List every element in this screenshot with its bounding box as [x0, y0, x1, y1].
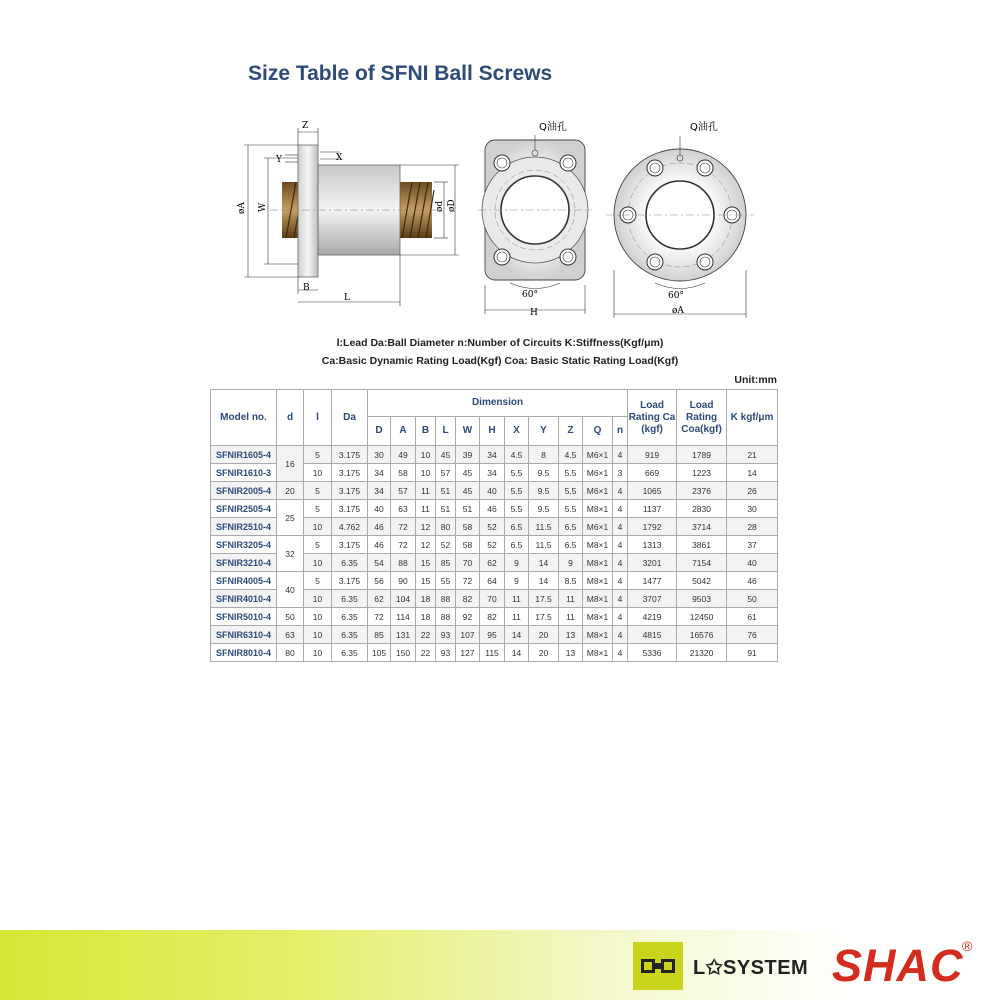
- header-l: l: [304, 390, 332, 446]
- ca-cell: 1137: [628, 500, 677, 518]
- dim-a-label-2: øA: [672, 306, 684, 316]
- dim-cell: 14: [529, 572, 559, 590]
- k-cell: 26: [727, 482, 778, 500]
- da-cell: 6.35: [332, 554, 368, 572]
- dim-cell: 9: [505, 572, 529, 590]
- dim-cell: 15: [416, 554, 436, 572]
- dim-cell: M8×1: [583, 590, 613, 608]
- dim-cell: 93: [436, 626, 456, 644]
- header-dim-q: Q: [583, 417, 613, 446]
- dim-l-label: L: [344, 293, 350, 303]
- dim-cell: 10: [416, 446, 436, 464]
- dim-cell: 5.5: [559, 500, 583, 518]
- dim-cell: 11: [416, 500, 436, 518]
- lead-cell: 5: [304, 500, 332, 518]
- da-cell: 3.175: [332, 464, 368, 482]
- dim-cell: 107: [456, 626, 480, 644]
- dim-cell: 88: [436, 608, 456, 626]
- ca-cell: 4815: [628, 626, 677, 644]
- dim-cell: 6.5: [559, 518, 583, 536]
- da-cell: 4.762: [332, 518, 368, 536]
- legend-line-1: l:Lead Da:Ball Diameter n:Number of Circuits K:Stiffness(Kgf/μm): [336, 337, 664, 349]
- model-cell: SFNIR4005-4: [211, 572, 277, 590]
- dim-cell: 72: [391, 536, 416, 554]
- dim-cell: 11: [416, 482, 436, 500]
- coa-cell: 7154: [677, 554, 727, 572]
- dim-cell: 58: [456, 518, 480, 536]
- coa-cell: 3861: [677, 536, 727, 554]
- dim-cell: 105: [368, 644, 391, 662]
- model-cell: SFNIR3210-4: [211, 554, 277, 572]
- dim-cell: 95: [480, 626, 505, 644]
- dim-cell: 45: [456, 464, 480, 482]
- dim-cell: 4: [613, 518, 628, 536]
- da-cell: 3.175: [332, 572, 368, 590]
- table-row: [211, 572, 778, 590]
- lead-cell: 5: [304, 536, 332, 554]
- dim-cell: 4: [613, 608, 628, 626]
- dim-cell: 64: [480, 572, 505, 590]
- dim-cell: 39: [456, 446, 480, 464]
- shac-logo: SHAC: [832, 940, 964, 991]
- dim-cell: 34: [480, 446, 505, 464]
- header-dim-w: W: [456, 417, 480, 446]
- da-cell: 3.175: [332, 500, 368, 518]
- dim-cell: 54: [368, 554, 391, 572]
- da-cell: 6.35: [332, 626, 368, 644]
- da-cell: 3.175: [332, 446, 368, 464]
- ca-cell: 4219: [628, 608, 677, 626]
- header-dim-n: n: [613, 417, 628, 446]
- header-dim-a: A: [391, 417, 416, 446]
- model-cell: SFNIR8010-4: [211, 644, 277, 662]
- dim-cell: 10: [416, 464, 436, 482]
- d-cell: 80: [277, 644, 304, 662]
- coa-cell: 21320: [677, 644, 727, 662]
- ca-cell: 3201: [628, 554, 677, 572]
- coa-cell: 3714: [677, 518, 727, 536]
- dim-cell: 150: [391, 644, 416, 662]
- model-cell: SFNIR1605-4: [211, 446, 277, 464]
- ca-cell: 5336: [628, 644, 677, 662]
- dim-cell: 14: [505, 626, 529, 644]
- dim-cell: 57: [436, 464, 456, 482]
- dim-cell: 12: [416, 536, 436, 554]
- dim-cell: 51: [436, 500, 456, 518]
- dim-cell: 131: [391, 626, 416, 644]
- dim-cell: 11: [505, 590, 529, 608]
- da-cell: 6.35: [332, 590, 368, 608]
- ball-screw-drawing: [0, 110, 1000, 330]
- registered-mark: ®: [962, 938, 973, 954]
- d-cell: 20: [277, 482, 304, 500]
- lead-cell: 10: [304, 626, 332, 644]
- k-cell: 91: [727, 644, 778, 662]
- d-cell: 16: [277, 446, 304, 482]
- model-cell: SFNIR1610-3: [211, 464, 277, 482]
- dim-cell: 5.5: [505, 464, 529, 482]
- k-cell: 28: [727, 518, 778, 536]
- dim-cell: 58: [391, 464, 416, 482]
- dim-cell: 85: [368, 626, 391, 644]
- header-dim-l: L: [436, 417, 456, 446]
- dim-cell: 115: [480, 644, 505, 662]
- dim-cell: 20: [529, 626, 559, 644]
- dim-cell: 52: [480, 536, 505, 554]
- side-view: [237, 121, 459, 306]
- dim-cell: 58: [456, 536, 480, 554]
- oil-hole-label-2: Q油孔: [690, 122, 718, 133]
- lead-cell: 5: [304, 482, 332, 500]
- table-row: [211, 644, 778, 662]
- model-cell: SFNIR2510-4: [211, 518, 277, 536]
- k-cell: 30: [727, 500, 778, 518]
- nut-flange: [298, 145, 318, 277]
- model-cell: SFNIR5010-4: [211, 608, 277, 626]
- dim-cell: 55: [436, 572, 456, 590]
- dim-cell: 4: [613, 554, 628, 572]
- dim-cell: 8.5: [559, 572, 583, 590]
- dim-cell: 72: [456, 572, 480, 590]
- dim-cell: 4: [613, 626, 628, 644]
- dim-cell: 70: [456, 554, 480, 572]
- header-model: Model no.: [211, 390, 277, 446]
- front-view-round: [606, 120, 754, 318]
- dim-cell: 6.5: [505, 518, 529, 536]
- coa-cell: 1789: [677, 446, 727, 464]
- dim-cell: 22: [416, 644, 436, 662]
- lead-cell: 10: [304, 608, 332, 626]
- dim-cell: 11.5: [529, 536, 559, 554]
- k-cell: 37: [727, 536, 778, 554]
- dim-cell: 5.5: [559, 482, 583, 500]
- dim-cell: 57: [391, 482, 416, 500]
- dim-cell: M6×1: [583, 446, 613, 464]
- dim-cell: 82: [480, 608, 505, 626]
- oil-hole-label: Q油孔: [539, 122, 567, 133]
- dim-cell: 6.5: [505, 536, 529, 554]
- header-d: d: [277, 390, 304, 446]
- dim-cell: 104: [391, 590, 416, 608]
- dim-cell: 72: [368, 608, 391, 626]
- dim-cell: 52: [436, 536, 456, 554]
- dim-cell: M8×1: [583, 536, 613, 554]
- dim-cell: 13: [559, 626, 583, 644]
- angle-label: 60°: [522, 290, 538, 300]
- header-da: Da: [332, 390, 368, 446]
- coa-cell: 2830: [677, 500, 727, 518]
- dim-cell: 46: [480, 500, 505, 518]
- dim-cell: 70: [480, 590, 505, 608]
- dim-cell: 90: [391, 572, 416, 590]
- coa-cell: 9503: [677, 590, 727, 608]
- dim-cell: M6×1: [583, 464, 613, 482]
- dim-cell: 9: [505, 554, 529, 572]
- dim-cell: 9.5: [529, 500, 559, 518]
- dim-cell: 49: [391, 446, 416, 464]
- model-cell: SFNIR2505-4: [211, 500, 277, 518]
- dim-cell: 45: [456, 482, 480, 500]
- coa-cell: 16576: [677, 626, 727, 644]
- header-dim-b: B: [416, 417, 436, 446]
- dim-cell: 114: [391, 608, 416, 626]
- ca-cell: 1065: [628, 482, 677, 500]
- dim-cell: 88: [391, 554, 416, 572]
- da-cell: 6.35: [332, 608, 368, 626]
- model-cell: SFNIR2005-4: [211, 482, 277, 500]
- k-cell: 14: [727, 464, 778, 482]
- front-view-cut: [478, 120, 592, 318]
- size-table: [210, 389, 778, 662]
- dim-cell: 17.5: [529, 608, 559, 626]
- k-cell: 40: [727, 554, 778, 572]
- dim-cell: 30: [368, 446, 391, 464]
- lead-cell: 5: [304, 446, 332, 464]
- dim-cell: 5.5: [559, 464, 583, 482]
- header-k: K kgf/μm: [727, 390, 778, 446]
- dim-z-label: Z: [302, 121, 309, 131]
- dim-cell: 92: [456, 608, 480, 626]
- ca-cell: 919: [628, 446, 677, 464]
- model-cell: SFNIR6310-4: [211, 626, 277, 644]
- header-dim-h: H: [480, 417, 505, 446]
- dim-cell: 4: [613, 572, 628, 590]
- dim-cell: M8×1: [583, 572, 613, 590]
- header-load-ca: Load Rating Ca (kgf): [628, 390, 677, 446]
- dim-cell: 34: [368, 482, 391, 500]
- dim-b-label: B: [303, 283, 310, 293]
- lead-cell: 10: [304, 644, 332, 662]
- dim-y-label: Y: [276, 155, 282, 165]
- header-dim-z: Z: [559, 417, 583, 446]
- dim-cell: 80: [436, 518, 456, 536]
- dim-cell: 51: [456, 500, 480, 518]
- ca-cell: 1313: [628, 536, 677, 554]
- unit-label: Unit:mm: [734, 374, 777, 386]
- dim-h-label: H: [530, 308, 538, 318]
- k-cell: 61: [727, 608, 778, 626]
- dim-cell: M8×1: [583, 500, 613, 518]
- dim-cell: 17.5: [529, 590, 559, 608]
- dim-cell: 34: [480, 464, 505, 482]
- dim-cell: 82: [456, 590, 480, 608]
- lead-cell: 10: [304, 554, 332, 572]
- k-cell: 46: [727, 572, 778, 590]
- dim-cell: 3: [613, 464, 628, 482]
- d-cell: 32: [277, 536, 304, 572]
- dim-cell: 14: [529, 554, 559, 572]
- d-cell: 25: [277, 500, 304, 536]
- dim-cell: 88: [436, 590, 456, 608]
- dim-x-label: X: [336, 153, 343, 163]
- dim-cell: M8×1: [583, 626, 613, 644]
- k-cell: 76: [727, 626, 778, 644]
- dim-cell: 40: [480, 482, 505, 500]
- dim-cell: 18: [416, 590, 436, 608]
- lsystem-logo-text: L✩SYSTEM: [693, 957, 809, 979]
- coa-cell: 5042: [677, 572, 727, 590]
- dim-cell: 11: [505, 608, 529, 626]
- header-load-coa: Load Rating Coa(kgf): [677, 390, 727, 446]
- dim-cell: 4: [613, 590, 628, 608]
- lead-cell: 5: [304, 572, 332, 590]
- dim-cell: 20: [529, 644, 559, 662]
- da-cell: 6.35: [332, 644, 368, 662]
- dim-cell: M8×1: [583, 608, 613, 626]
- ca-cell: 1792: [628, 518, 677, 536]
- table-row: [211, 536, 778, 554]
- dim-cell: M8×1: [583, 644, 613, 662]
- dim-cell: 15: [416, 572, 436, 590]
- lead-cell: 10: [304, 590, 332, 608]
- dim-cell: 85: [436, 554, 456, 572]
- dim-cell: 12: [416, 518, 436, 536]
- lsystem-logo-icon: [633, 942, 683, 990]
- dim-cell: 22: [416, 626, 436, 644]
- dim-cell: 62: [368, 590, 391, 608]
- model-cell: SFNIR4010-4: [211, 590, 277, 608]
- dim-cell: 45: [436, 446, 456, 464]
- d-cell: 63: [277, 626, 304, 644]
- dim-cell: 127: [456, 644, 480, 662]
- dim-cell: 9.5: [529, 482, 559, 500]
- dim-cell: 4: [613, 500, 628, 518]
- da-cell: 3.175: [332, 536, 368, 554]
- table-body: [211, 446, 778, 662]
- d-cell: 50: [277, 608, 304, 626]
- dim-cell: 52: [480, 518, 505, 536]
- dim-cell: 34: [368, 464, 391, 482]
- dim-cell: M8×1: [583, 554, 613, 572]
- legend-line-2: Ca:Basic Dynamic Rating Load(Kgf) Coa: Basic Static Rating Load(Kgf): [321, 355, 679, 367]
- da-cell: 3.175: [332, 482, 368, 500]
- dim-cell: 72: [391, 518, 416, 536]
- dim-cell: 14: [505, 644, 529, 662]
- dim-cell: M6×1: [583, 518, 613, 536]
- dim-cell: 63: [391, 500, 416, 518]
- dim-cell: 62: [480, 554, 505, 572]
- table-row: [211, 482, 778, 500]
- dim-cell: 46: [368, 518, 391, 536]
- lead-cell: 10: [304, 518, 332, 536]
- model-cell: SFNIR3205-4: [211, 536, 277, 554]
- dim-cell: 9.5: [529, 464, 559, 482]
- dim-cell: 9: [559, 554, 583, 572]
- table-row: [211, 626, 778, 644]
- table-row: [211, 608, 778, 626]
- dim-cell: 4: [613, 644, 628, 662]
- dim-cell: 4: [613, 482, 628, 500]
- dim-w-label: W: [258, 202, 268, 212]
- d-cell: 40: [277, 572, 304, 608]
- k-cell: 50: [727, 590, 778, 608]
- dim-cell: 6.5: [559, 536, 583, 554]
- header-dim-x: X: [505, 417, 529, 446]
- table-row: [211, 500, 778, 518]
- table-row: [211, 446, 778, 464]
- dim-cell: 4.5: [559, 446, 583, 464]
- dim-cell: 11: [559, 590, 583, 608]
- dim-cell: 4.5: [505, 446, 529, 464]
- k-cell: 21: [727, 446, 778, 464]
- dim-cell: 56: [368, 572, 391, 590]
- angle-label-2: 60°: [668, 291, 684, 301]
- header-dim-y: Y: [529, 417, 559, 446]
- dim-cell: 93: [436, 644, 456, 662]
- dim-cell: 11.5: [529, 518, 559, 536]
- dim-cell: 8: [529, 446, 559, 464]
- dim-cell: 5.5: [505, 500, 529, 518]
- dim-d-label: ød: [435, 200, 445, 212]
- coa-cell: 2376: [677, 482, 727, 500]
- header-dimension: Dimension: [368, 390, 628, 417]
- dim-cell: 40: [368, 500, 391, 518]
- coa-cell: 1223: [677, 464, 727, 482]
- ca-cell: 669: [628, 464, 677, 482]
- dim-cell: 4: [613, 446, 628, 464]
- ca-cell: 3707: [628, 590, 677, 608]
- dim-cell: 11: [559, 608, 583, 626]
- dim-cell: 18: [416, 608, 436, 626]
- dim-bigd-label: øD: [447, 199, 457, 212]
- dim-cell: 51: [436, 482, 456, 500]
- page-title: Size Table of SFNI Ball Screws: [248, 62, 553, 85]
- dim-a-label: øA: [237, 202, 247, 214]
- ca-cell: 1477: [628, 572, 677, 590]
- dim-cell: 46: [368, 536, 391, 554]
- header-dim-d: D: [368, 417, 391, 446]
- dim-cell: 13: [559, 644, 583, 662]
- coa-cell: 12450: [677, 608, 727, 626]
- dim-cell: M6×1: [583, 482, 613, 500]
- dim-cell: 5.5: [505, 482, 529, 500]
- lead-cell: 10: [304, 464, 332, 482]
- dim-cell: 4: [613, 536, 628, 554]
